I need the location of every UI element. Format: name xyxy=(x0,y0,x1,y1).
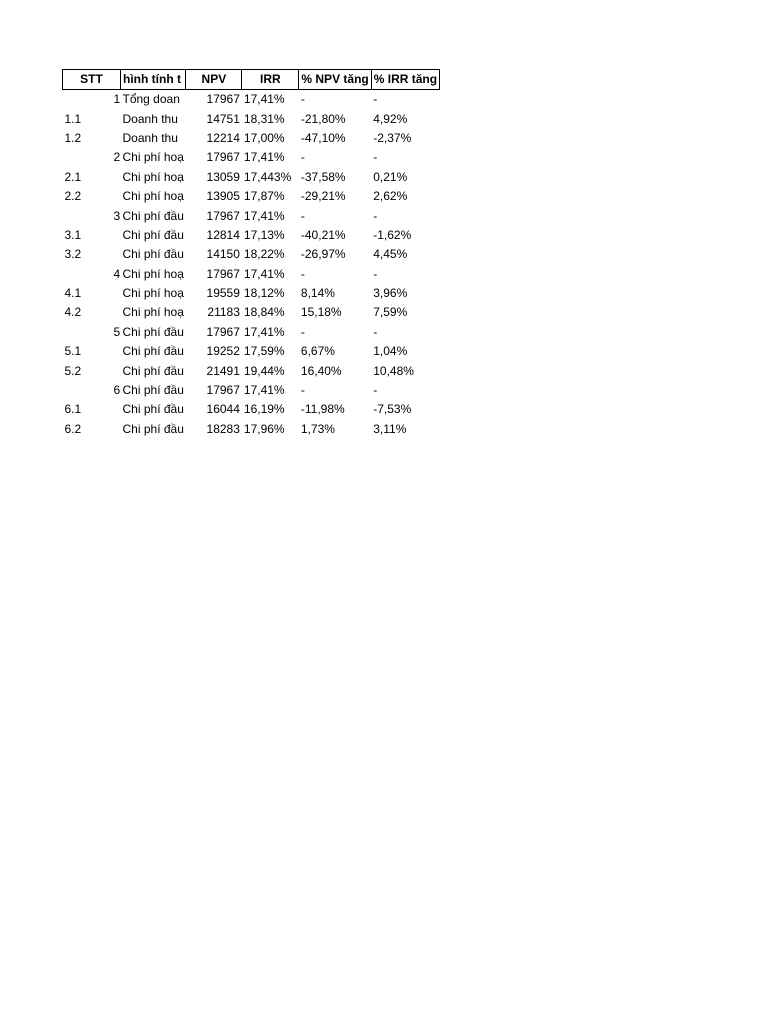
cell-irr[interactable]: 17,41% xyxy=(243,92,285,107)
cell-stt[interactable]: 3.1 xyxy=(64,227,82,242)
cell-scenario[interactable]: 3 Chi phí đầu xyxy=(113,208,184,223)
cell-npv[interactable]: 13905 xyxy=(206,189,240,204)
cell-npv-change[interactable]: -11,98% xyxy=(300,402,345,417)
cell-stt[interactable]: 5.1 xyxy=(64,344,82,359)
cell-stt[interactable] xyxy=(63,265,121,284)
cell-stt[interactable]: 6.1 xyxy=(64,402,82,417)
header-stt[interactable]: STT xyxy=(63,70,121,90)
table-row xyxy=(63,361,440,380)
header-irr-change[interactable]: % IRR tăng xyxy=(371,70,439,90)
sensitivity-table xyxy=(62,69,440,439)
table-row xyxy=(63,129,440,148)
cell-scenario[interactable]: Chi phí đầu xyxy=(122,402,184,417)
cell-stt[interactable]: 5.2 xyxy=(64,363,82,378)
cell-stt[interactable] xyxy=(63,381,121,400)
cell-scenario[interactable]: 4 Chi phí hoạ xyxy=(113,266,184,281)
cell-npv-change[interactable]: - xyxy=(300,266,305,281)
cell-npv-change[interactable]: -40,21% xyxy=(300,227,346,242)
cell-npv[interactable]: 13059 xyxy=(206,169,240,184)
scenario-name: Chi phí đầu xyxy=(122,208,184,223)
cell-scenario[interactable]: Doanh thu xyxy=(122,111,178,126)
table-row xyxy=(63,303,440,322)
cell-irr[interactable]: 17,41% xyxy=(243,150,285,165)
cell-irr-change[interactable]: 4,45% xyxy=(373,247,408,262)
cell-scenario[interactable]: Chi phí đầu xyxy=(122,363,184,378)
cell-irr-change[interactable]: 3,11% xyxy=(373,421,407,436)
table-row xyxy=(63,226,440,245)
cell-stt[interactable]: 3.2 xyxy=(64,247,82,262)
table-row xyxy=(63,187,440,206)
cell-npv-change[interactable]: 1,73% xyxy=(300,421,335,436)
table-row xyxy=(63,381,440,400)
cell-stt[interactable] xyxy=(63,323,121,342)
cell-npv-change[interactable]: 6,67% xyxy=(300,344,335,359)
cell-npv[interactable]: 14150 xyxy=(206,247,240,262)
table-row xyxy=(63,148,440,167)
cell-npv[interactable]: 17967 xyxy=(206,266,240,281)
cell-irr[interactable]: 18,12% xyxy=(243,286,285,301)
cell-irr-change[interactable]: - xyxy=(373,208,378,223)
cell-irr[interactable]: 17,00% xyxy=(243,130,285,145)
cell-irr-change[interactable]: 7,59% xyxy=(373,305,408,320)
table-row xyxy=(63,400,440,419)
cell-scenario[interactable]: Chi phí hoạ xyxy=(122,305,184,320)
scenario-name: Chi phí hoạ xyxy=(122,150,184,165)
table-row xyxy=(63,245,440,264)
table-body xyxy=(63,90,440,440)
cell-stt[interactable]: 4.2 xyxy=(64,305,82,320)
cell-npv-change[interactable]: - xyxy=(300,150,305,165)
cell-stt[interactable] xyxy=(63,206,121,225)
cell-npv[interactable]: 21491 xyxy=(206,363,240,378)
cell-npv-change[interactable]: -29,21% xyxy=(300,189,346,204)
cell-irr-change[interactable]: 4,92% xyxy=(373,111,408,126)
cell-npv-change[interactable]: - xyxy=(300,383,305,398)
cell-npv-change[interactable]: - xyxy=(300,208,305,223)
cell-npv[interactable]: 19252 xyxy=(206,344,240,359)
cell-irr-change[interactable]: 2,62% xyxy=(373,189,408,204)
table-row xyxy=(63,323,440,342)
cell-irr[interactable]: 17,13% xyxy=(243,227,285,242)
scenario-name: Chi phí đầu xyxy=(122,383,184,398)
cell-irr[interactable]: 16,19% xyxy=(243,402,285,417)
table-row xyxy=(63,284,440,303)
cell-npv[interactable]: 19559 xyxy=(206,286,240,301)
table-row xyxy=(63,420,440,439)
cell-stt[interactable]: 2.2 xyxy=(64,189,82,204)
cell-npv[interactable]: 12814 xyxy=(206,227,240,242)
cell-npv-change[interactable]: -37,58% xyxy=(300,169,346,184)
scenario-name: Chi phí hoạ xyxy=(122,266,184,281)
cell-irr[interactable]: 17,41% xyxy=(243,324,285,339)
cell-irr[interactable]: 17,41% xyxy=(243,208,285,223)
cell-irr[interactable]: 18,84% xyxy=(243,305,285,320)
cell-irr[interactable]: 18,31% xyxy=(243,111,285,126)
header-row xyxy=(63,70,440,90)
cell-irr-change[interactable]: 0,21% xyxy=(373,169,408,184)
cell-stt[interactable]: 1.1 xyxy=(64,111,82,126)
cell-npv[interactable]: 16044 xyxy=(206,402,240,417)
cell-npv[interactable]: 17967 xyxy=(206,383,240,398)
cell-npv[interactable]: 18283 xyxy=(206,421,240,436)
cell-scenario[interactable]: 2 Chi phí hoạ xyxy=(113,150,184,165)
cell-irr-change[interactable]: 1,04% xyxy=(373,344,408,359)
cell-irr[interactable]: 17,96% xyxy=(243,421,285,436)
scenario-name: Tổng doan xyxy=(122,92,180,107)
cell-irr-change[interactable]: - xyxy=(373,383,378,398)
cell-irr[interactable]: 17,59% xyxy=(243,344,285,359)
cell-scenario[interactable]: Chi phí đầu xyxy=(122,227,184,242)
cell-irr[interactable]: 17,443% xyxy=(243,169,292,184)
cell-scenario[interactable]: Chi phí đầu xyxy=(122,344,184,359)
cell-scenario[interactable]: Chi phí đầu xyxy=(122,247,184,262)
table-row xyxy=(63,168,440,187)
cell-stt[interactable]: 4.1 xyxy=(64,286,82,301)
cell-stt[interactable]: 1.2 xyxy=(64,130,82,145)
cell-npv[interactable]: 17967 xyxy=(206,324,240,339)
cell-irr[interactable]: 17,41% xyxy=(243,266,285,281)
cell-npv-change[interactable]: -47,10% xyxy=(300,130,346,145)
cell-scenario[interactable]: Chi phí hoạ xyxy=(122,189,184,204)
cell-npv-change[interactable]: - xyxy=(300,92,305,107)
cell-stt[interactable] xyxy=(63,90,121,110)
cell-npv-change[interactable]: -21,80% xyxy=(300,111,346,126)
cell-npv[interactable]: 12214 xyxy=(206,130,240,145)
cell-npv-change[interactable]: -26,97% xyxy=(300,247,346,262)
cell-scenario[interactable]: 1 Tổng doan xyxy=(113,92,180,107)
header-scenario[interactable]: hình tính t xyxy=(121,70,186,90)
cell-irr-change[interactable]: -1,62% xyxy=(373,227,412,242)
cell-stt[interactable] xyxy=(63,148,121,167)
cell-scenario[interactable]: Chi phí đầu xyxy=(122,421,184,436)
cell-scenario[interactable]: Chi phí hoạ xyxy=(122,169,184,184)
cell-irr-change[interactable]: -2,37% xyxy=(373,130,412,145)
cell-irr-change[interactable]: -7,53% xyxy=(373,402,412,417)
cell-irr[interactable]: 19,44% xyxy=(243,363,285,378)
cell-scenario[interactable]: 5 Chi phí đầu xyxy=(113,324,184,339)
header-npv[interactable]: NPV xyxy=(186,70,242,90)
header-irr[interactable]: IRR xyxy=(242,70,299,90)
cell-stt[interactable]: 6.2 xyxy=(64,421,82,436)
cell-irr-change[interactable]: - xyxy=(373,324,378,339)
cell-npv-change[interactable]: 16,40% xyxy=(300,363,342,378)
cell-irr-change[interactable]: - xyxy=(373,150,378,165)
cell-irr[interactable]: 18,22% xyxy=(243,247,285,262)
cell-scenario[interactable]: 6 Chi phí đầu xyxy=(113,383,184,398)
cell-npv[interactable]: 17967 xyxy=(206,92,240,107)
header-npv-change[interactable]: % NPV tăng xyxy=(299,70,371,90)
table-row xyxy=(63,265,440,284)
scenario-name: Chi phí đầu xyxy=(122,324,184,339)
cell-npv[interactable]: 17967 xyxy=(206,150,240,165)
cell-npv[interactable]: 17967 xyxy=(206,208,240,223)
cell-npv-change[interactable]: 15,18% xyxy=(300,305,342,320)
cell-irr-change[interactable]: - xyxy=(373,266,378,281)
cell-npv-change[interactable]: - xyxy=(300,324,305,339)
cell-irr-change[interactable]: 10,48% xyxy=(373,363,414,378)
table-row xyxy=(63,206,440,225)
cell-npv[interactable]: 21183 xyxy=(207,305,240,320)
cell-irr-change[interactable]: - xyxy=(373,92,378,107)
cell-irr-change[interactable]: 3,96% xyxy=(373,286,408,301)
table-row xyxy=(63,342,440,361)
cell-scenario[interactable]: Doanh thu xyxy=(122,130,178,145)
cell-stt[interactable]: 2.1 xyxy=(64,169,82,184)
cell-scenario[interactable]: Chi phí hoạ xyxy=(122,286,184,301)
cell-npv[interactable]: 14751 xyxy=(206,111,240,126)
cell-npv-change[interactable]: 8,14% xyxy=(300,286,335,301)
table-row xyxy=(63,109,440,128)
cell-irr[interactable]: 17,87% xyxy=(243,189,285,204)
table-row xyxy=(63,90,440,110)
cell-irr[interactable]: 17,41% xyxy=(243,383,285,398)
